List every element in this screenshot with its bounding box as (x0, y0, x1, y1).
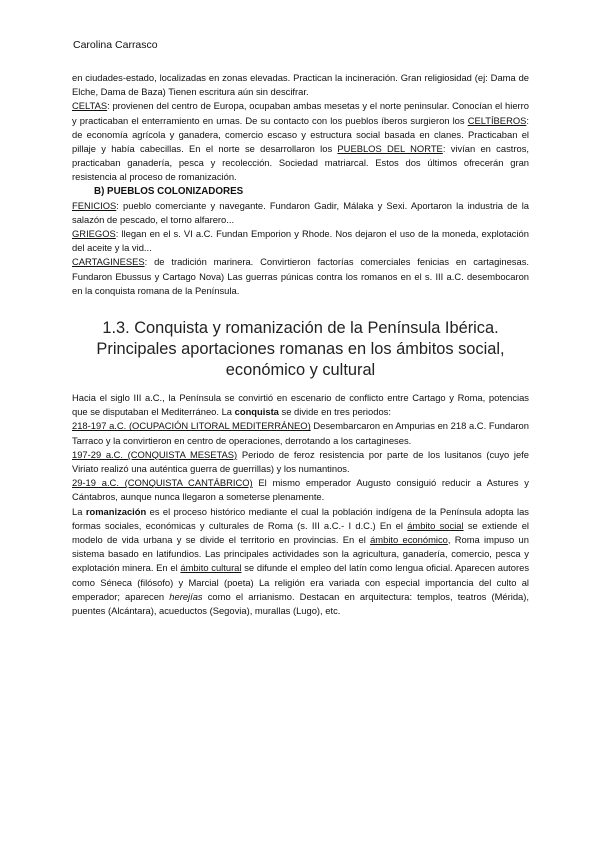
herejias-term: herejías (169, 590, 203, 602)
conquista-intro-paragraph (72, 391, 529, 419)
intro-paragraph (72, 71, 529, 99)
document-body (72, 71, 529, 618)
period-3-paragraph (72, 476, 529, 504)
document-author: Carolina Carrasco (73, 39, 158, 51)
celtas-text-a: : provienen del centro de Europa, ocupaban ambas mesetas y el norte peninsular. Conocían el hierro y practicaban el enterramiento en urnas. De su contacto con los pueblos íberos surgieron los (72, 100, 529, 126)
period-1-paragraph (72, 419, 529, 447)
fenicios-term: FENICIOS (72, 199, 117, 211)
period-3-text: El mismo emperador Augusto consiguió reducir a Astures y Cántabros, aunque nunca llegaron a someterse plenamente. (72, 477, 529, 503)
section-title-line-1: 1.3. Conquista y romanización de la Península Ibérica. (102, 319, 499, 338)
period-2-term: 197-29 a.C. (CONQUISTA MESETAS) (72, 448, 238, 460)
celtas-paragraph (72, 99, 529, 184)
intro-text: en ciudades-estado, localizadas en zonas elevadas. Practican la incineración. Gran religiosidad (ej: Dama de Elche, Dama de Baza) Tienen escritura aún sin descifrar. (72, 72, 529, 98)
cartagineses-term: CARTAGINESES (72, 256, 145, 268)
period-1-text: Desembarcaron en Ampurias en 218 a.C. Fundaron Tarraco y la convirtieron en centro de operaciones, derrotando a los cartagineses. (72, 420, 529, 446)
section-title (72, 318, 529, 381)
fenicios-paragraph (72, 199, 529, 227)
celtas-text-b: : de economía agrícola y ganadera, comercio escaso y estructura social basada en clanes. Practicaban el pillaje y había cabecillas. En el norte se desarrollaron los (72, 114, 529, 155)
romanizacion-text-e: se difunde el empleo del latín como lengua oficial. Aparecen autores como Séneca (filósofo) y Marcial (poeta) La religión era variada con especial importancia del culto al emperador; aparecen (72, 562, 530, 602)
conquista-intro-a: Hacia el siglo III a.C., la Península se convirtió en escenario de conflicto entre Cartago y Roma, potencias que se disputaban el Mediterráneo. La (72, 392, 529, 418)
conquista-intro-b: se divide en tres periodos: (278, 406, 391, 418)
period-3-term: 29-19 a.C. (CONQUISTA CANTÁBRICO) (72, 477, 253, 489)
romanizacion-text-c: se extiende el modelo de vida urbana y se divide el territorio en provincias. En el (72, 519, 530, 546)
romanizacion-paragraph (72, 505, 529, 619)
conquista-term: conquista (234, 406, 279, 418)
romanizacion-text-b: es el proceso histórico mediante el cual la población indígena de la Península adopta las formas sociales, económicas y culturales de Roma (s. III a.C.- I d.C.) En el (72, 505, 529, 531)
period-2-text: Periodo de feroz resistencia por parte de los lusitanos (cuyo jefe Viriato realizó una auténtica guerra de guerrillas) y los numantinos. (72, 448, 529, 475)
cartagineses-text: : de tradición marinera. Convirtieron factorías comerciales fenicias en cartaginesas. Fundaron Ebussus y Cartago Nova) Las guerras púnicas contra los romanos en el s. III a.C. desembocaron en la conquista romana de la Península. (72, 256, 529, 296)
ambito-social-term: ámbito social (407, 519, 464, 531)
colonizadores-heading: B) PUEBLOS COLONIZADORES (94, 185, 244, 197)
cartagineses-paragraph (72, 255, 529, 298)
griegos-term: GRIEGOS (72, 228, 116, 240)
fenicios-text: : pueblo comerciante y navegante. Fundaron Gadir, Málaka y Sexi. Aportaron la industria de la salazón de pescado, el torno alfarero... (72, 199, 529, 225)
period-2-paragraph (72, 448, 529, 476)
section-title-line-3: económico y cultural (225, 361, 376, 380)
ambito-economico-term: ámbito económico (370, 534, 448, 546)
griegos-text: : llegan en el s. VI a.C. Fundan Emporion y Rhode. Nos dejaron el uso de la moneda, explotación del aceite y la vid... (72, 228, 529, 254)
griegos-paragraph (72, 227, 529, 255)
celtas-text-c: : vivían en castros, practicaban ganadería, pesca y recolección. Sociedad matriarcal. Estos dos últimos ofrecerán gran resistencia al proceso de romanización. (72, 143, 529, 183)
section-title-line-2: Principales aportaciones romanas en los ámbitos social, (96, 340, 505, 359)
celtiberos-term: CELTÍBEROS (467, 114, 527, 126)
romanizacion-text-a: La (72, 505, 86, 517)
period-1-term: 218-197 a.C. (OCUPACIÓN LITORAL MEDITERRÁNEO) (72, 420, 311, 432)
romanizacion-text-f: como el arrianismo. Destacan en arquitectura: templos, teatros (Mérida), puentes (Alcántara), acueductos (Segovia), murallas (Lugo), etc. (72, 590, 529, 617)
pueblos-norte-term: PUEBLOS DEL NORTE (337, 143, 443, 155)
ambito-cultural-term: ámbito cultural (180, 562, 242, 574)
romanizacion-text-d: , Roma impuso un sistema basado en latifundios. Las principales actividades son la agricultura, ganadería, comercio, pesca y explotación minera. En el (72, 534, 529, 574)
celtas-term: CELTAS (72, 100, 108, 112)
romanizacion-term: romanización (85, 505, 147, 517)
